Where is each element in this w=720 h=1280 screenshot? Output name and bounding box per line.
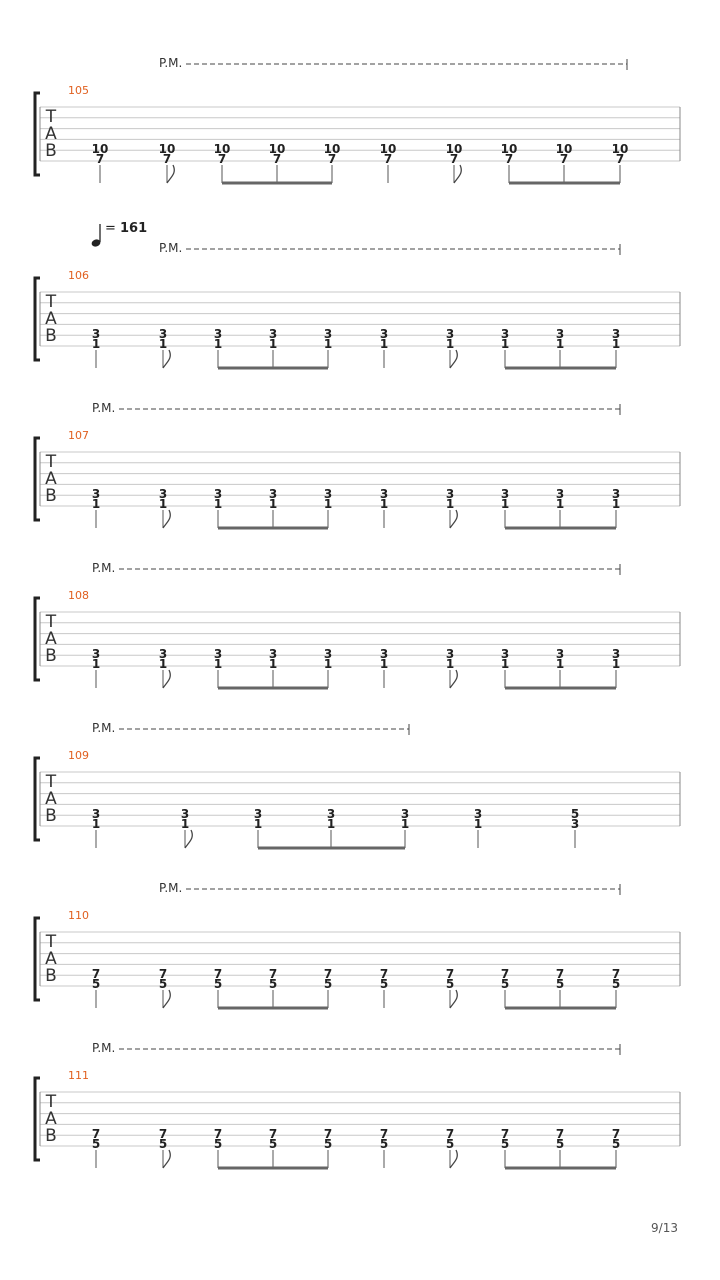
tab-clef-letter: A — [45, 309, 57, 329]
fret-number: 3 — [445, 327, 455, 341]
measure-number: 106 — [68, 269, 89, 282]
palm-mute-label: P.M. — [159, 241, 183, 255]
page-number: 9/13 — [651, 1221, 678, 1235]
measure-number: 107 — [68, 429, 89, 442]
fret-number: 5 — [379, 1137, 389, 1151]
palm-mute-label: P.M. — [92, 721, 116, 735]
fret-number: 5 — [555, 1137, 565, 1151]
system-bracket — [35, 918, 40, 1000]
tab-clef-letter: B — [45, 1126, 57, 1146]
fret-number: 1 — [323, 497, 333, 511]
fret-number: 3 — [253, 807, 263, 821]
tab-clef-letter: B — [45, 141, 57, 161]
tab-clef-letter: T — [45, 107, 57, 127]
fret-number: 3 — [326, 807, 336, 821]
fret-number: 3 — [400, 807, 410, 821]
fret-number: 7 — [383, 152, 393, 166]
fret-number: 3 — [91, 807, 101, 821]
note-flag — [450, 1150, 457, 1168]
system-bracket — [35, 278, 40, 360]
system-bracket — [35, 758, 40, 840]
fret-number: 5 — [323, 1137, 333, 1151]
tab-system — [35, 401, 680, 528]
fret-number: 1 — [91, 497, 101, 511]
fret-number: 1 — [158, 657, 168, 671]
system-bracket — [35, 438, 40, 520]
fret-number: 7 — [611, 967, 621, 981]
palm-mute-label: P.M. — [92, 401, 116, 415]
fret-number: 1 — [500, 497, 510, 511]
fret-number: 5 — [445, 977, 455, 991]
tab-system — [35, 1041, 680, 1168]
fret-number: 5 — [379, 977, 389, 991]
fret-number: 10 — [213, 142, 231, 156]
palm-mute-label: P.M. — [159, 881, 183, 895]
fret-number: 1 — [555, 337, 565, 351]
system-bracket — [35, 93, 40, 175]
fret-number: 7 — [268, 967, 278, 981]
note-flag — [450, 670, 457, 688]
tab-clef-letter: B — [45, 806, 57, 826]
fret-number: 7 — [213, 1127, 223, 1141]
fret-number: 5 — [570, 807, 580, 821]
fret-number: 3 — [555, 487, 565, 501]
fret-number: 10 — [323, 142, 341, 156]
fret-number: 3 — [379, 647, 389, 661]
fret-number: 3 — [91, 647, 101, 661]
fret-number: 7 — [445, 1127, 455, 1141]
fret-number: 1 — [379, 657, 389, 671]
fret-number: 7 — [268, 1127, 278, 1141]
note-flag — [450, 990, 457, 1008]
fret-number: 1 — [445, 497, 455, 511]
fret-number: 1 — [180, 817, 190, 831]
fret-number: 5 — [555, 977, 565, 991]
fret-number: 3 — [158, 487, 168, 501]
fret-number: 1 — [158, 497, 168, 511]
fret-number: 7 — [555, 1127, 565, 1141]
fret-number: 3 — [323, 327, 333, 341]
fret-number: 3 — [570, 817, 580, 831]
fret-number: 5 — [268, 977, 278, 991]
fret-number: 3 — [323, 487, 333, 501]
tempo-bpm: 161 — [120, 221, 148, 236]
fret-number: 10 — [611, 142, 629, 156]
fret-number: 3 — [91, 327, 101, 341]
tab-system — [35, 561, 680, 688]
fret-number: 1 — [445, 657, 455, 671]
fret-number: 10 — [500, 142, 518, 156]
fret-number: 10 — [268, 142, 286, 156]
fret-number: 1 — [253, 817, 263, 831]
fret-number: 10 — [555, 142, 573, 156]
palm-mute-label: P.M. — [159, 56, 183, 70]
fret-number: 1 — [323, 337, 333, 351]
fret-number: 5 — [158, 977, 168, 991]
fret-number: 5 — [500, 977, 510, 991]
fret-number: 1 — [473, 817, 483, 831]
measure-number: 108 — [68, 589, 89, 602]
fret-number: 3 — [473, 807, 483, 821]
fret-number: 3 — [268, 647, 278, 661]
fret-number: 3 — [500, 327, 510, 341]
fret-number: 5 — [213, 1137, 223, 1151]
fret-number: 10 — [91, 142, 109, 156]
fret-number: 3 — [445, 647, 455, 661]
fret-number: 1 — [268, 657, 278, 671]
fret-number: 1 — [158, 337, 168, 351]
fret-number: 5 — [91, 1137, 101, 1151]
fret-number: 7 — [95, 152, 105, 166]
fret-number: 7 — [559, 152, 569, 166]
note-flag — [163, 670, 170, 688]
fret-number: 1 — [213, 657, 223, 671]
fret-number: 7 — [615, 152, 625, 166]
fret-number: 1 — [91, 337, 101, 351]
fret-number: 1 — [555, 657, 565, 671]
fret-number: 3 — [180, 807, 190, 821]
fret-number: 1 — [445, 337, 455, 351]
fret-number: 7 — [327, 152, 337, 166]
fret-number: 7 — [217, 152, 227, 166]
fret-number: 7 — [449, 152, 459, 166]
fret-number: 7 — [272, 152, 282, 166]
fret-number: 1 — [268, 337, 278, 351]
fret-number: 1 — [213, 337, 223, 351]
fret-number: 1 — [91, 657, 101, 671]
fret-number: 7 — [504, 152, 514, 166]
fret-number: 3 — [268, 327, 278, 341]
tab-clef-letter: B — [45, 646, 57, 666]
note-flag — [450, 510, 457, 528]
tab-system — [35, 881, 680, 1008]
note-flag — [167, 165, 174, 183]
fret-number: 1 — [268, 497, 278, 511]
fret-number: 1 — [611, 337, 621, 351]
measure-number: 111 — [68, 1069, 89, 1082]
fret-number: 5 — [611, 1137, 621, 1151]
fret-number: 7 — [323, 1127, 333, 1141]
tab-clef-letter: B — [45, 326, 57, 346]
fret-number: 1 — [213, 497, 223, 511]
fret-number: 3 — [323, 647, 333, 661]
fret-number: 1 — [323, 657, 333, 671]
tab-clef-letter: A — [45, 124, 57, 144]
tab-clef-letter: A — [45, 789, 57, 809]
fret-number: 1 — [611, 497, 621, 511]
fret-number: 7 — [162, 152, 172, 166]
fret-number: 7 — [500, 1127, 510, 1141]
fret-number: 5 — [91, 977, 101, 991]
fret-number: 5 — [500, 1137, 510, 1151]
fret-number: 7 — [323, 967, 333, 981]
fret-number: 3 — [379, 327, 389, 341]
palm-mute-label: P.M. — [92, 561, 116, 575]
tab-clef-letter: A — [45, 1109, 57, 1129]
measure-number: 109 — [68, 749, 89, 762]
note-flag — [163, 1150, 170, 1168]
fret-number: 1 — [379, 497, 389, 511]
fret-number: 7 — [158, 967, 168, 981]
fret-number: 3 — [213, 647, 223, 661]
fret-number: 1 — [500, 657, 510, 671]
fret-number: 3 — [213, 487, 223, 501]
note-flag — [185, 830, 192, 848]
note-flag — [454, 165, 461, 183]
fret-number: 7 — [500, 967, 510, 981]
fret-number: 3 — [500, 487, 510, 501]
measure-number: 105 — [68, 84, 89, 97]
tab-clef-letter: A — [45, 629, 57, 649]
fret-number: 3 — [91, 487, 101, 501]
tab-system — [35, 56, 680, 183]
fret-number: 1 — [555, 497, 565, 511]
fret-number: 3 — [555, 327, 565, 341]
fret-number: 5 — [268, 1137, 278, 1151]
note-flag — [163, 510, 170, 528]
fret-number: 1 — [91, 817, 101, 831]
tab-clef-letter: A — [45, 949, 57, 969]
fret-number: 3 — [445, 487, 455, 501]
tab-clef-letter: T — [45, 772, 57, 792]
tab-clef-letter: T — [45, 932, 57, 952]
fret-number: 1 — [400, 817, 410, 831]
fret-number: 7 — [611, 1127, 621, 1141]
tab-system — [35, 721, 680, 848]
palm-mute-label: P.M. — [92, 1041, 116, 1055]
tab-clef-letter: A — [45, 469, 57, 489]
tab-clef-letter: B — [45, 966, 57, 986]
fret-number: 7 — [445, 967, 455, 981]
tab-system — [35, 221, 680, 368]
fret-number: 7 — [158, 1127, 168, 1141]
fret-number: 7 — [91, 1127, 101, 1141]
fret-number: 10 — [158, 142, 176, 156]
fret-number: 7 — [555, 967, 565, 981]
note-flag — [163, 350, 170, 368]
note-flag — [450, 350, 457, 368]
fret-number: 7 — [379, 1127, 389, 1141]
system-bracket — [35, 598, 40, 680]
fret-number: 5 — [323, 977, 333, 991]
tab-clef-letter: T — [45, 612, 57, 632]
fret-number: 3 — [555, 647, 565, 661]
fret-number: 3 — [500, 647, 510, 661]
tab-clef-letter: T — [45, 1092, 57, 1112]
fret-number: 3 — [611, 327, 621, 341]
measure-number: 110 — [68, 909, 89, 922]
fret-number: 3 — [158, 647, 168, 661]
fret-number: 5 — [611, 977, 621, 991]
fret-number: 3 — [379, 487, 389, 501]
fret-number: 3 — [611, 487, 621, 501]
fret-number: 1 — [326, 817, 336, 831]
fret-number: 7 — [213, 967, 223, 981]
fret-number: 10 — [379, 142, 397, 156]
tab-clef-letter: T — [45, 292, 57, 312]
fret-number: 3 — [611, 647, 621, 661]
tempo-equals: = — [105, 221, 116, 236]
fret-number: 7 — [379, 967, 389, 981]
fret-number: 1 — [500, 337, 510, 351]
fret-number: 1 — [379, 337, 389, 351]
fret-number: 10 — [445, 142, 463, 156]
fret-number: 5 — [158, 1137, 168, 1151]
fret-number: 3 — [158, 327, 168, 341]
fret-number: 3 — [268, 487, 278, 501]
system-bracket — [35, 1078, 40, 1160]
fret-number: 5 — [445, 1137, 455, 1151]
note-flag — [163, 990, 170, 1008]
tab-clef-letter: T — [45, 452, 57, 472]
fret-number: 5 — [213, 977, 223, 991]
fret-number: 3 — [213, 327, 223, 341]
fret-number: 7 — [91, 967, 101, 981]
fret-number: 1 — [611, 657, 621, 671]
tab-clef-letter: B — [45, 486, 57, 506]
